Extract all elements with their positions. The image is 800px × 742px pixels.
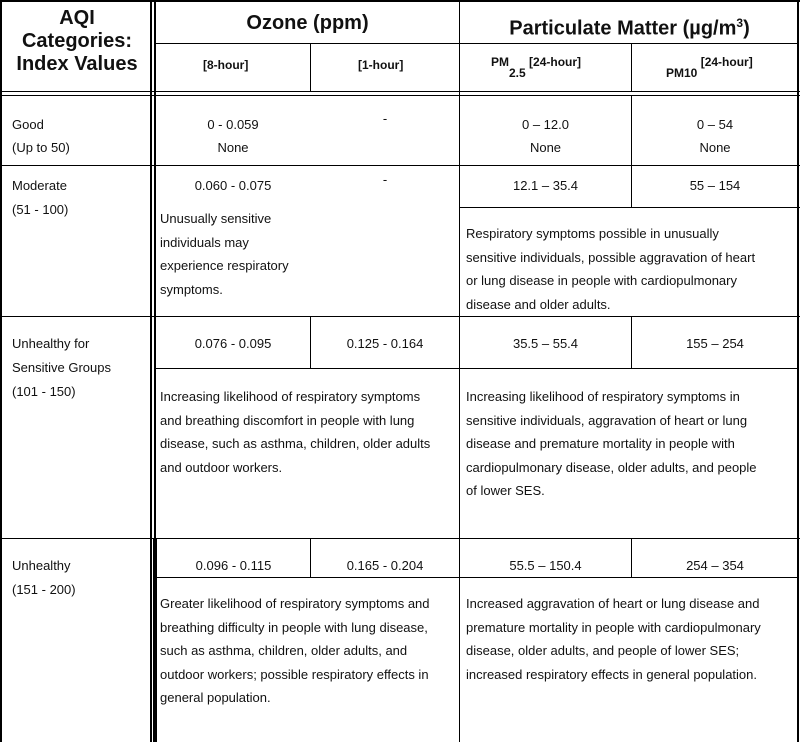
- effect-line: breathing difficulty in people with lung disease,: [160, 619, 428, 635]
- rule: [150, 0, 152, 742]
- pm10-period: [24-hour]: [700, 55, 753, 69]
- effect-line: Respiratory symptoms possible in unusually: [466, 226, 719, 241]
- effect-line: disease and older adults.: [466, 296, 611, 312]
- col-pm10: [666, 55, 753, 80]
- effect-line: disease, older adults, and people of lower SES;: [466, 643, 740, 658]
- pm-header-sup: 3: [736, 16, 744, 30]
- pm25-note: None: [529, 140, 562, 155]
- category-range: (101 - 150): [12, 384, 76, 399]
- effect-line: general population.: [160, 690, 271, 705]
- effect-line: cardiopulmonary disease, older adults, and people: [466, 459, 757, 475]
- category-range: (Up to 50): [12, 140, 70, 155]
- ozone-health-effects: [160, 592, 430, 710]
- effect-line: individuals may: [160, 234, 249, 250]
- rule: [0, 165, 800, 166]
- ozone-1h-value: -: [382, 172, 388, 187]
- effect-line: increased respiratory effects in general population.: [466, 666, 757, 682]
- rule: [797, 0, 799, 742]
- effect-line: disease and premature mortality in people with: [466, 436, 735, 451]
- effect-line: outdoor workers; possible respiratory effects in: [160, 666, 429, 682]
- pm25-period: [24-hour]: [529, 55, 582, 69]
- aqi-header: [4, 7, 150, 76]
- ozone-8h-value: 0.060 - 0.075: [194, 178, 272, 193]
- rule: [0, 316, 800, 317]
- ozone-8h-value: 0.076 - 0.095: [194, 336, 272, 351]
- effect-line: and outdoor workers.: [160, 459, 283, 475]
- ozone-1h-value: -: [382, 111, 388, 126]
- pm10-value: 0 – 54: [696, 117, 734, 132]
- rule: [155, 368, 799, 369]
- category-name: Good: [12, 117, 44, 132]
- pm-health-effects: [466, 385, 757, 503]
- pm25-value: 55.5 – 150.4: [509, 558, 582, 573]
- pm25-value: 0 – 12.0: [522, 117, 569, 132]
- aqi-header-line1: AQI: [59, 7, 95, 29]
- aqi-header-line3: Index Values: [16, 53, 138, 75]
- effect-line: Increasing likelihood of respiratory symptoms in: [466, 389, 740, 404]
- rule: [155, 43, 799, 44]
- category-name-line2: Sensitive Groups: [12, 360, 111, 375]
- effect-line: Increasing likelihood of respiratory symptoms: [160, 389, 421, 404]
- pm10-value: 155 – 254: [686, 336, 744, 351]
- category-name: Moderate: [12, 178, 67, 193]
- rule: [0, 0, 800, 2]
- effect-line: Increased aggravation of heart or lung disease and: [466, 596, 760, 611]
- pm25-sub: 2.5: [509, 66, 526, 80]
- category-range: (151 - 200): [12, 582, 76, 597]
- rule: [0, 0, 2, 742]
- rule: [459, 0, 460, 742]
- pm25-value: 35.5 – 55.4: [512, 336, 579, 351]
- effect-line: sensitive individuals, aggravation of heart or lung: [466, 412, 748, 428]
- ozone-8h-note: None: [217, 140, 249, 155]
- ozone-1h-value: 0.165 - 0.204: [346, 558, 424, 573]
- pm10-note: None: [699, 140, 731, 155]
- rule: [0, 91, 800, 92]
- pm-health-effects: [466, 592, 761, 686]
- category-name: Unhealthy: [12, 558, 71, 573]
- ozone-header: Ozone (ppm): [246, 12, 369, 34]
- ozone-8h-value: 0.096 - 0.115: [195, 558, 272, 573]
- effect-line: or lung disease in people with cardiopulmonary: [466, 273, 737, 288]
- effect-line: of lower SES.: [466, 483, 545, 498]
- category-range: (51 - 100): [12, 202, 69, 217]
- aqi-header-line2: Categories:: [21, 30, 133, 52]
- col-1hour: [1-hour]: [358, 58, 404, 72]
- effect-line: such as asthma, children, older adults, and: [160, 643, 408, 658]
- pm10-value: 254 – 354: [686, 558, 744, 573]
- pm-header-text: Particulate Matter (µg/m: [509, 17, 737, 40]
- pm25-value: 12.1 – 35.4: [512, 178, 579, 193]
- rule: [310, 43, 311, 92]
- ozone-8h-value: 0 - 0.059: [207, 117, 259, 132]
- col-8hour: [8-hour]: [203, 58, 249, 72]
- rule: [459, 207, 800, 208]
- col-pm25: [491, 55, 582, 80]
- pm10-label: PM10: [666, 66, 698, 80]
- effect-line: premature mortality in people with cardiopulmonary: [466, 619, 761, 635]
- effect-line: Greater likelihood of respiratory symptoms and: [160, 596, 430, 611]
- pm-header-suffix: ): [743, 17, 750, 40]
- ozone-1h-value: 0.125 - 0.164: [346, 336, 424, 351]
- effect-line: experience respiratory: [160, 258, 289, 273]
- effect-line: and breathing discomfort in people with lung: [160, 412, 415, 428]
- ozone-health-effects: [160, 207, 289, 301]
- effect-line: sensitive individuals, possible aggravation of heart: [466, 249, 756, 265]
- rule: [0, 95, 800, 96]
- category-name-line1: Unhealthy for: [12, 336, 90, 351]
- pm-header: [460, 12, 799, 41]
- effect-line: symptoms.: [160, 281, 223, 297]
- rule: [0, 538, 800, 539]
- ozone-health-effects: [160, 385, 430, 479]
- pm10-value: 55 – 154: [689, 178, 741, 193]
- effect-line: Unusually sensitive: [160, 211, 272, 226]
- rule: [631, 43, 632, 92]
- pm-health-effects: [466, 222, 755, 316]
- effect-line: disease, such as asthma, children, older adults: [160, 436, 431, 451]
- pm25-label: PM: [491, 55, 509, 69]
